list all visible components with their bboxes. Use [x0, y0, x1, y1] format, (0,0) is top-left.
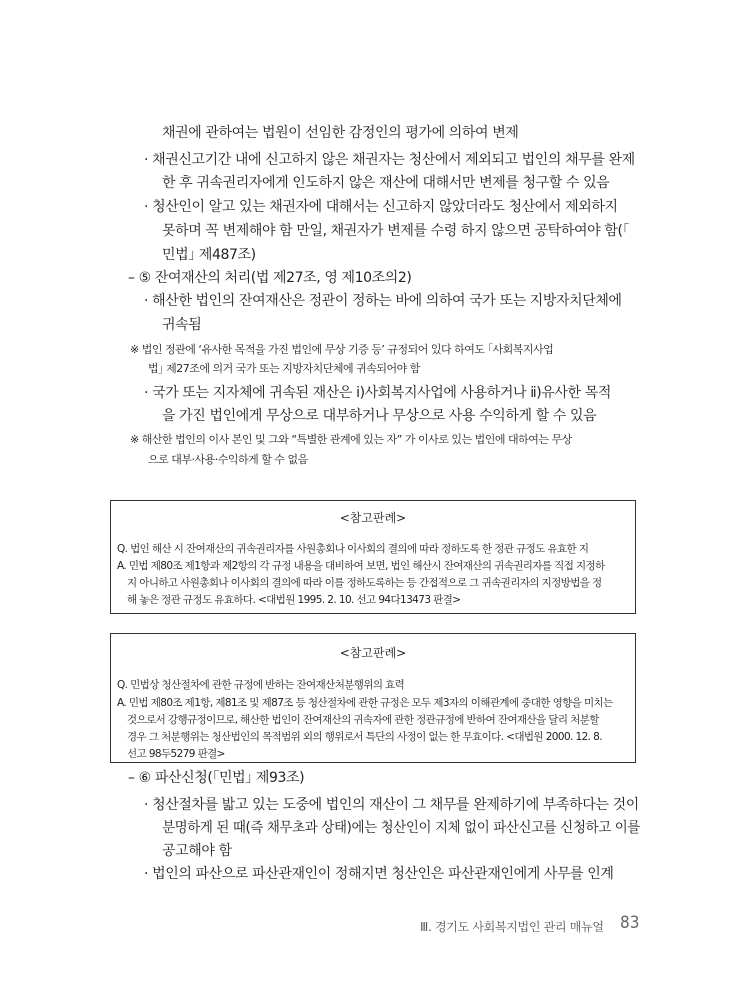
note-line-4: 으로 대부·사용·수익하게 할 수 없음 — [148, 453, 308, 466]
reference-answer-line-3: 해 놓은 정관 규정도 유효하다. <대법원 1995. 2. 10. 선고 94다13473 판결> — [127, 594, 461, 606]
body-line-13: 을 가진 법인에게 무상으로 대부하거나 무상으로 사용 수익하게 할 수 있음 — [162, 408, 597, 424]
reference-case-box-1 — [110, 500, 636, 614]
body-line-6: 민법｣ 제487조) — [162, 247, 256, 263]
reference-answer-line-2: 지 아니하고 사원총회나 이사회의 결의에 따라 이를 정하도록하는 등 간접적으로 그 귀속권리자의 지정방법을 정 — [127, 577, 602, 589]
body-line-1: 채권에 관하여는 법원이 선임한 감정인의 평가에 의하여 변제 — [162, 125, 519, 141]
body-line-9: 귀속됨 — [162, 317, 202, 333]
body-line-8: · 해산한 법인의 잔여재산은 정관이 정하는 바에 의하여 국가 또는 지방자치단체에 — [144, 293, 622, 309]
reference-answer-line-1: A. 민법 제80조 제1항과 제2항의 각 규정 내용을 대비하여 보면, 법인 해산시 잔여재산의 귀속권리자를 직접 지정하 — [117, 560, 605, 572]
reference-box-title: <참고판례> — [339, 511, 407, 525]
body-line-4: · 청산인이 알고 있는 채권자에 대해서는 신고하지 않았더라도 청산에서 제외하지 — [144, 199, 618, 215]
reference-answer-line-3: 경우 그 처분행위는 청산법인의 목적범위 외의 행위로서 특단의 사정이 없는 한 무효이다. <대법원 2000. 12. 8. — [127, 731, 602, 743]
body-line-17: · 청산절차를 밟고 있는 도중에 법인의 재산이 그 채무를 완제하기에 부족하다는 것이 — [144, 797, 639, 813]
footer-manual-title: Ⅲ. 경기도 사회복지법인 관리 매뉴얼 — [420, 920, 604, 934]
reference-box-title: <참고판례> — [339, 646, 407, 660]
body-line-5: 못하며 꼭 변제해야 함 만일, 채권자가 변제를 수령 하지 않으면 공탁하여야 함(｢ — [162, 223, 630, 239]
reference-answer-line-2: 것으로서 강행규정이므로, 해산한 법인이 잔여재산의 귀속자에 관한 정관규정에 반하여 잔여재산을 달리 처분할 — [127, 714, 599, 726]
section-heading-5: – ⑤ 잔여재산의 처리(법 제27조, 영 제10조의2) — [128, 270, 412, 286]
reference-answer-line-1: A. 민법 제80조 제1항, 제81조 및 제87조 등 청산절차에 관한 규정은 모두 제3자의 이해관계에 중대한 영향을 미치는 — [117, 697, 613, 709]
body-line-20: · 법인의 파산으로 파산관재인이 정해지면 청산인은 파산관재인에게 사무를 인계 — [144, 866, 614, 882]
body-line-18: 분명하게 된 때(즉 채무초과 상태)에는 청산인이 지체 없이 파산신고를 신청하고 이를 — [162, 820, 640, 836]
page-number: 83 — [620, 913, 640, 933]
body-line-2: · 채권신고기간 내에 신고하지 않은 채권자는 청산에서 제외되고 법인의 채무를 완제 — [144, 152, 635, 168]
body-line-3: 한 후 귀속권리자에게 인도하지 않은 재산에 대해서만 변제를 청구할 수 있음 — [162, 175, 610, 191]
body-line-12: · 국가 또는 지자체에 귀속된 재산은 ⅰ)사회복지사업에 사용하거나 ⅱ)유사한 목적 — [144, 385, 611, 401]
note-line-2: 법｣ 제27조에 의거 국가 또는 지방자치단체에 귀속되어야 함 — [148, 362, 420, 375]
body-line-19: 공고해야 함 — [162, 843, 232, 859]
note-line-1: ※ 법인 정관에 ‘유사한 목적을 가진 법인에 무상 기증 등’ 규정되어 있다 하여도 ｢사회복지사업 — [130, 343, 554, 356]
reference-question: Q. 민법상 청산절차에 관한 규정에 반하는 잔여재산처분행위의 효력 — [117, 679, 405, 691]
reference-question: Q. 법인 해산 시 잔여재산의 귀속권리자를 사원총회나 이사회의 결의에 따라 정하도록 한 정관 규정도 유효한 지 — [117, 543, 589, 555]
section-heading-6: – ⑥ 파산신청(｢민법｣ 제93조) — [128, 770, 305, 786]
reference-case-box-2 — [110, 633, 636, 763]
reference-answer-line-4: 선고 98두5279 판결> — [127, 748, 225, 760]
note-line-3: ※ 해산한 법인의 이사 본인 및 그와 “특별한 관계에 있는 자” 가 이사로 있는 법인에 대하여는 무상 — [130, 433, 572, 446]
